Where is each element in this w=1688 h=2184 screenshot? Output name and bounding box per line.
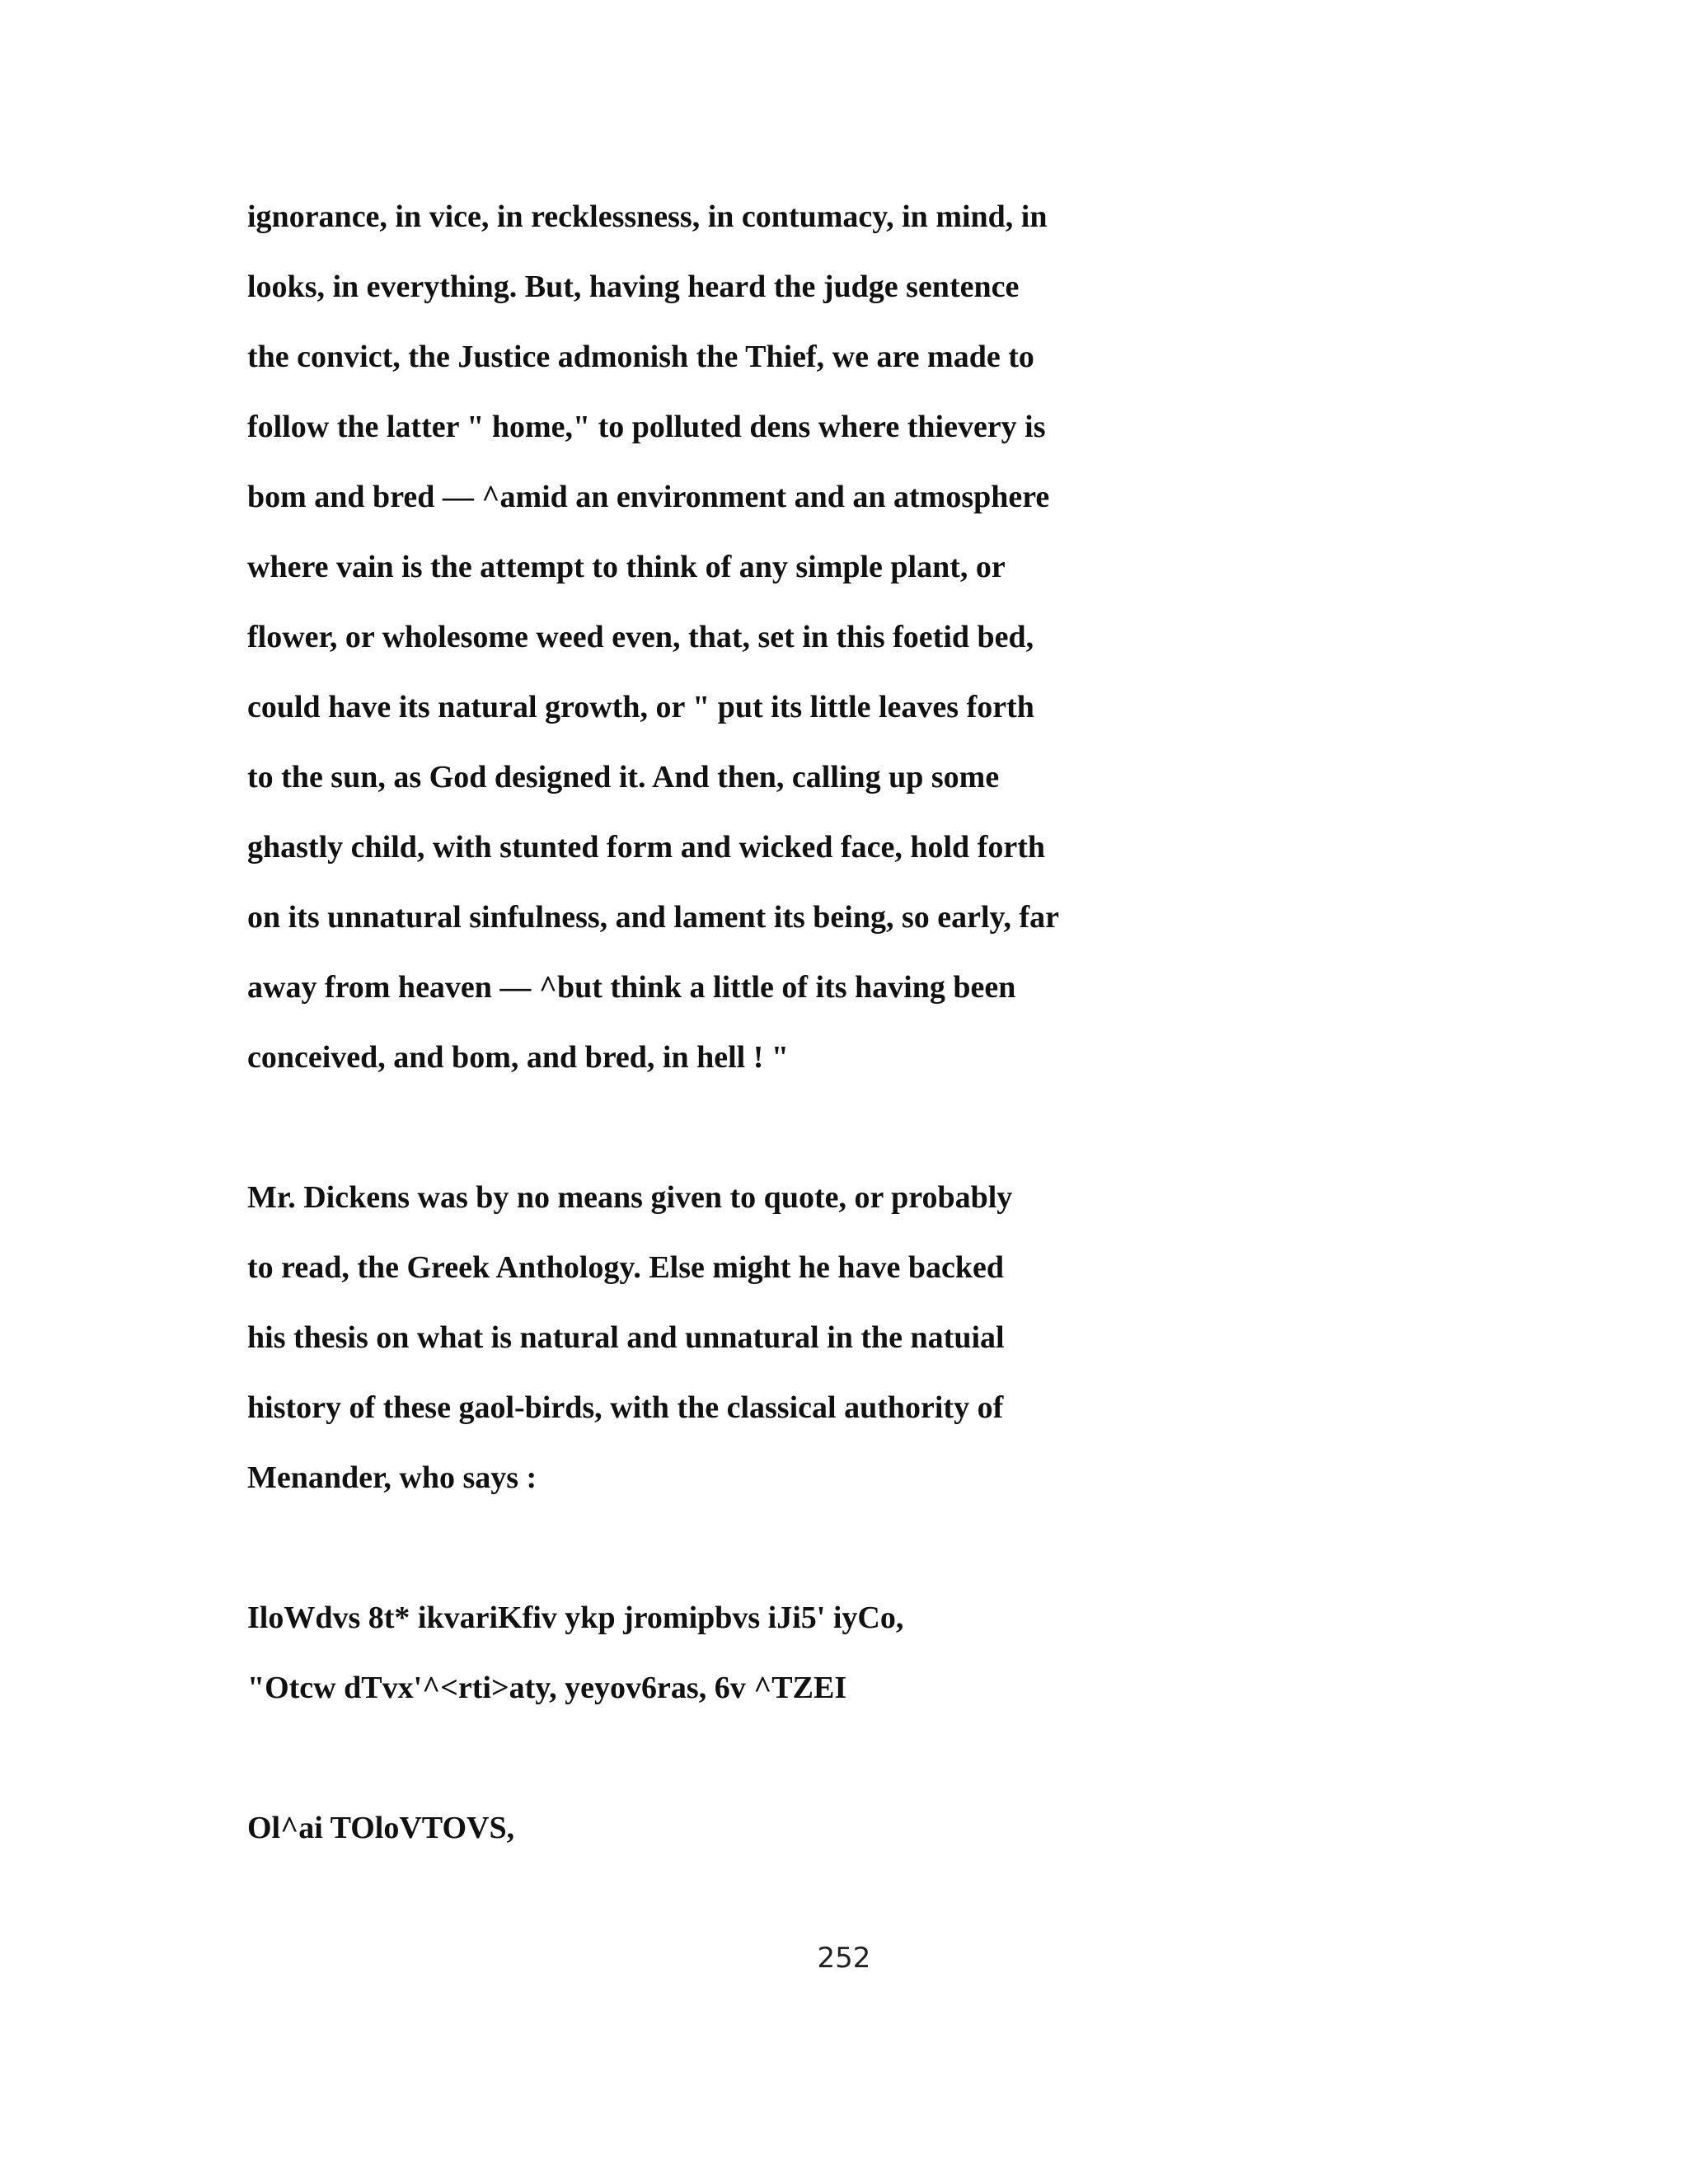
text-line: Mr. Dickens was by no means given to quote, or probably <box>247 1180 1013 1215</box>
text-line: to read, the Greek Anthology. Else might he have backed <box>247 1250 1005 1285</box>
text-line: ignorance, in vice, in recklessness, in contumacy, in mind, in <box>247 199 1048 234</box>
quote-line: IloWdvs 8t* ikvariKfiv ykp jromipbvs iJi5' iyCo, <box>247 1601 904 1635</box>
text-line: history of these gaol-birds, with the classical authority of <box>247 1390 1004 1425</box>
text-line: the convict, the Justice admonish the Thief, we are made to <box>247 340 1034 374</box>
text-line: could have its natural growth, or " put its little leaves forth <box>247 690 1034 724</box>
text-line: looks, in everything. But, having heard the judge sentence <box>247 269 1020 304</box>
text-line: flower, or wholesome weed even, that, set in this foetid bed, <box>247 620 1034 654</box>
text-line: away from heaven — ^but think a little of its having been <box>247 970 1016 1005</box>
closing-line: Ol^ai TOloVTOVS, <box>247 1811 515 1845</box>
text-line: on its unnatural sinfulness, and lament its being, so early, far <box>247 900 1059 935</box>
text-line: follow the latter " home," to polluted dens where thievery is <box>247 410 1046 444</box>
text-line: Menander, who says : <box>247 1460 537 1495</box>
text-line: bom and bred — ^amid an environment and an atmosphere <box>247 480 1050 514</box>
text-line: where vain is the attempt to think of any simple plant, or <box>247 550 1006 584</box>
quote-line: "Otcw dTvx'^<rti>aty, yeyov6ras, 6v ^TZEI <box>247 1671 847 1705</box>
page-number: 252 <box>817 1942 871 1975</box>
text-line: ghastly child, with stunted form and wicked face, hold forth <box>247 830 1045 865</box>
text-line: his thesis on what is natural and unnatural in the natuial <box>247 1320 1005 1355</box>
text-line: conceived, and bom, and bred, in hell ! " <box>247 1040 789 1075</box>
text-line: to the sun, as God designed it. And then, calling up some <box>247 760 1000 794</box>
